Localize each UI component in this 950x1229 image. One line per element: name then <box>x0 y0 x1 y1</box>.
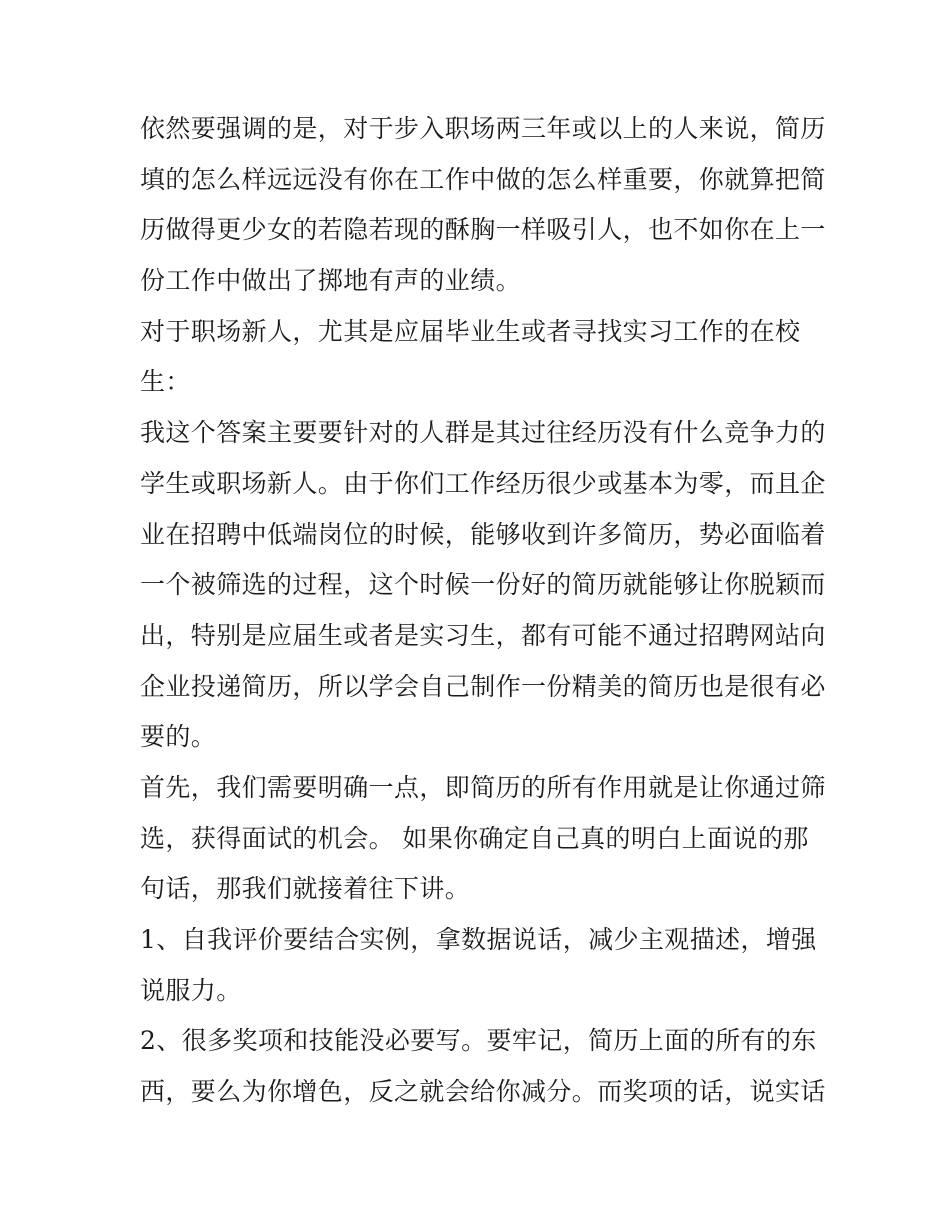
text-line: 句话，那我们就接着往下讲。 <box>140 874 471 904</box>
paragraph-resume-purpose <box>140 763 825 915</box>
text-line: 学生或职场新人。由于你们工作经历很少或基本为零，而且企 <box>140 468 826 498</box>
text-line: 出，特别是应届生或者是实习生，都有可能不通过招聘网站向 <box>140 620 826 650</box>
text-line: 首先，我们需要明确一点，即简历的所有作用就是让你通过筛 <box>140 772 826 802</box>
text-line: 生： <box>140 367 191 397</box>
list-item-1 <box>140 915 825 1016</box>
text-line: 选，获得面试的机会。 如果你确定自己真的明白上面说的那 <box>140 823 809 853</box>
text-line: 历做得更少女的若隐若现的酥胸一样吸引人，也不如你在上一 <box>140 215 826 245</box>
list-item-2 <box>140 1016 825 1117</box>
text-line: 企业投递简历，所以学会自己制作一份精美的简历也是很有必 <box>140 671 826 701</box>
text-line: 西，要么为你增色，反之就会给你减分。而奖项的话，说实话 <box>140 1077 826 1107</box>
paragraph-new-graduates-heading <box>140 307 825 408</box>
text-line: 依然要强调的是，对于步入职场两三年或以上的人来说，简历 <box>140 114 826 143</box>
text-line: 要的。 <box>140 722 217 752</box>
paragraph-target-audience <box>140 408 825 763</box>
text-line: 填的怎么样远远没有你在工作中做的怎么样重要，你就算把简 <box>140 164 826 194</box>
text-line: 说服力。 <box>140 975 242 1005</box>
text-line: 一个被筛选的过程，这个时候一份好的简历就能够让你脱颖而 <box>140 570 826 600</box>
text-line: 1、自我评价要结合实例，拿数据说话，减少主观描述，增强 <box>140 925 817 954</box>
text-line: 对于职场新人，尤其是应届毕业生或者寻找实习工作的在校 <box>140 316 801 346</box>
paragraph-experienced-professionals <box>140 104 825 307</box>
text-line: 份工作中做出了掷地有声的业绩。 <box>140 266 522 296</box>
text-line: 2、很多奖项和技能没必要写。要牢记，简历上面的所有的东 <box>140 1026 817 1056</box>
text-line: 业在招聘中低端岗位的时候，能够收到许多简历，势必面临着 <box>140 519 826 549</box>
text-line: 我这个答案主要要针对的人群是其过往经历没有什么竞争力的 <box>140 418 826 448</box>
document-body <box>140 104 825 1118</box>
